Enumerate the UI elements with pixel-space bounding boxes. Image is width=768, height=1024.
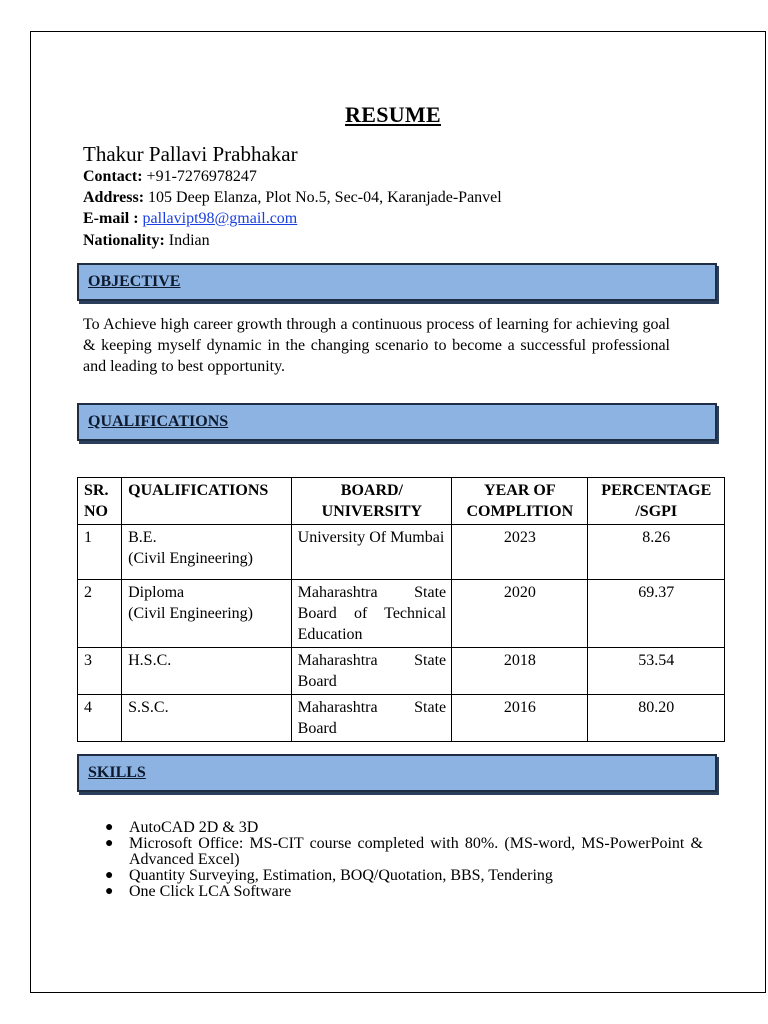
objective-text: To Achieve high career growth through a continuous process of learning for achieving goal & keeping myself dynamic in the changing scenario to become a successful professional and leading to best opportunity. bbox=[83, 316, 670, 375]
cell-percentage: 80.20 bbox=[587, 695, 724, 742]
address-label: Address: bbox=[83, 189, 145, 206]
cell-year: 2023 bbox=[452, 525, 587, 580]
cell-qualification: H.S.C. bbox=[122, 648, 292, 695]
header-year: YEAR OF COMPLITION bbox=[452, 478, 587, 525]
header-board: BOARD/ UNIVERSITY bbox=[291, 478, 451, 525]
header-qualifications: QUALIFICATIONS bbox=[122, 478, 292, 525]
skills-heading: SKILLS bbox=[88, 764, 146, 781]
header-sr-no: SR. NO bbox=[78, 478, 122, 525]
email-link[interactable]: pallavipt98@gmail.com bbox=[142, 210, 298, 227]
objective-heading: OBJECTIVE bbox=[88, 273, 181, 290]
nationality-line bbox=[83, 231, 210, 251]
cell-board: Maharashtra State Board bbox=[291, 695, 451, 742]
nationality-label: Nationality: bbox=[83, 232, 165, 249]
cell-percentage: 53.54 bbox=[587, 648, 724, 695]
table-header-row bbox=[78, 478, 725, 525]
table-row bbox=[78, 648, 725, 695]
cell-qualification: S.S.C. bbox=[122, 695, 292, 742]
list-item: ● Quantity Surveying, Estimation, BOQ/Quotation, BBS, Tendering bbox=[105, 867, 553, 884]
nationality-value: Indian bbox=[164, 232, 210, 249]
bullet-icon: ● bbox=[105, 868, 114, 883]
cell-qualification: B.E. (Civil Engineering) bbox=[122, 525, 292, 580]
qualifications-heading: QUALIFICATIONS bbox=[88, 413, 229, 430]
cell-sr: 3 bbox=[78, 648, 122, 695]
cell-percentage: 69.37 bbox=[587, 580, 724, 648]
skills-list bbox=[83, 820, 703, 900]
contact-label: Contact: bbox=[83, 168, 143, 185]
table-row bbox=[78, 525, 725, 580]
address-value: 105 Deep Elanza, Plot No.5, Sec-04, Karanjade-Panvel bbox=[144, 189, 502, 206]
cell-board: Maharashtra State Board bbox=[291, 648, 451, 695]
cell-year: 2016 bbox=[452, 695, 587, 742]
bullet-icon: ● bbox=[105, 820, 114, 835]
cell-sr: 1 bbox=[78, 525, 122, 580]
table-row bbox=[78, 695, 725, 742]
cell-sr: 2 bbox=[78, 580, 122, 648]
list-item: ● One Click LCA Software bbox=[105, 883, 292, 900]
cell-percentage: 8.26 bbox=[587, 525, 724, 580]
cell-board: University Of Mumbai bbox=[291, 525, 451, 580]
list-item: ● Microsoft Office: MS-CIT course completed with 80%. (MS-word, MS-PowerPoint & Advanced Excel) bbox=[105, 835, 703, 868]
qualifications-section-header bbox=[77, 403, 717, 441]
address-line bbox=[83, 188, 502, 208]
cell-board: Maharashtra State Board of Technical Education bbox=[291, 580, 451, 648]
skills-section-header bbox=[77, 754, 717, 792]
cell-year: 2018 bbox=[452, 648, 587, 695]
header-percentage: PERCENTAGE /SGPI bbox=[587, 478, 724, 525]
candidate-name: Thakur Pallavi Prabhakar bbox=[83, 142, 298, 166]
objective-section-header bbox=[77, 263, 717, 301]
qualifications-table bbox=[77, 477, 725, 742]
cell-qualification: Diploma (Civil Engineering) bbox=[122, 580, 292, 648]
contact-line bbox=[83, 167, 257, 187]
table-row bbox=[78, 580, 725, 648]
list-item: ● AutoCAD 2D & 3D bbox=[105, 819, 259, 836]
email-line bbox=[83, 209, 297, 229]
cell-sr: 4 bbox=[78, 695, 122, 742]
bullet-icon: ● bbox=[105, 836, 114, 851]
contact-value: +91-7276978247 bbox=[142, 168, 257, 185]
email-label: E-mail : bbox=[83, 210, 139, 227]
resume-title: RESUME bbox=[345, 102, 441, 127]
bullet-icon: ● bbox=[105, 884, 114, 899]
cell-year: 2020 bbox=[452, 580, 587, 648]
